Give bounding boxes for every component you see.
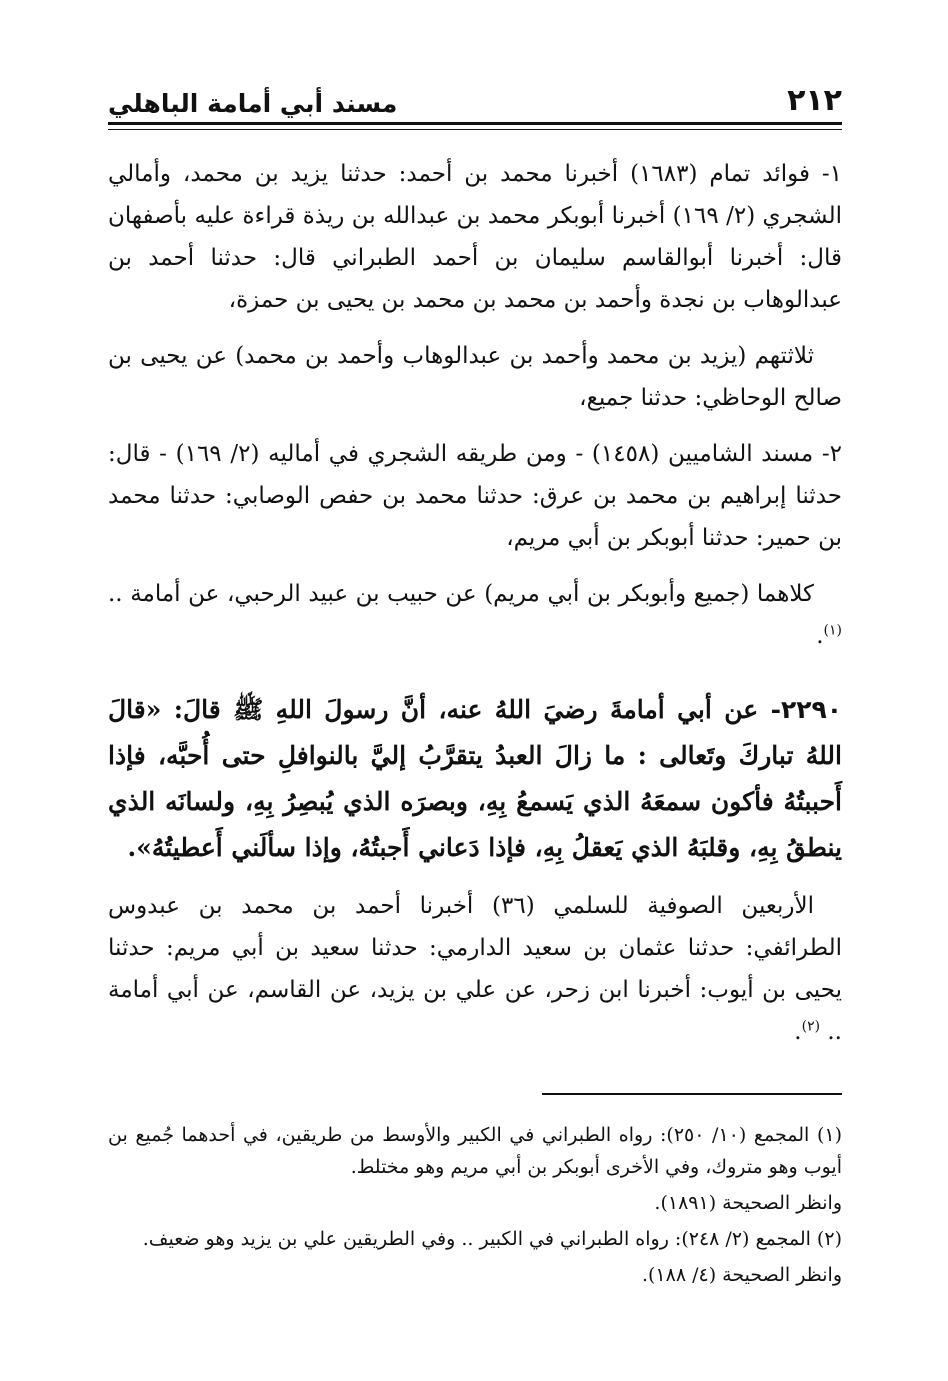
after-hadith-end: . <box>794 1019 802 1045</box>
after-hadith-paragraph <box>108 885 842 1053</box>
after-hadith-text: الأربعين الصوفية للسلمي (٣٦) أخبرنا أحمد بن محمد بن عبدوس الطرائفي: حدثنا عثمان بن سعيد الدارمي: حدثنا سعيد بن أبي مريم: حدثنا يحيى بن أيوب: أخبرنا ابن زحر، عن علي بن يزيد، عن القاسم، عن أبي أمامة .. <box>108 893 842 1045</box>
paragraph-4 <box>108 573 842 657</box>
footnote-2: (٢) المجمع (٢/ ٢٤٨): رواه الطبراني في الكبير .. وفي الطريقين علي بن يزيد وهو ضعيف. <box>142 1228 842 1250</box>
footnote-1: (١) المجمع (١٠/ ٢٥٠): رواه الطبراني في الكبير والأوسط من طريقين، في أحدهما جُميع بن أيوب وهو متروك، وفي الأخرى أبوبكر بن أبي مريم وهو مختلط. <box>108 1124 843 1178</box>
footnote-ref-2: (٢) <box>801 1018 821 1035</box>
footnotes <box>108 1119 842 1291</box>
book-page <box>108 72 842 1295</box>
footnote-2-see-also: وانظر الصحيحة (٤/ ١٨٨). <box>641 1264 842 1286</box>
footnote-ref-1: (١) <box>823 622 842 639</box>
paragraph-4-text: كلاهما (جميع وأبوبكر بن أبي مريم) عن حبيب بن عبيد الرحبي، عن أمامة .. <box>108 581 814 607</box>
hadith-text: - عن أبي أمامةَ رضيَ اللهُ عنه، أنَّ رسولَ اللهِ ﷺ قالَ: «قالَ اللهُ تباركَ وتَعالى : ما زالَ العبدُ يتقرَّبُ إليَّ بالنوافلِ حتى أُحبَّه، فإذا أَحببتُهُ فأكون سمعَهُ الذي يَسمعُ بِهِ، وبصرَه الذي يُبصِرُ بِهِ، ولسانَه الذي ينطقُ بِهِ، وقلبَهُ الذي يَعقلُ بِهِ، فإذا دَعاني أَجبتُهُ، وإذا سألَني أَعطيتُهُ». <box>108 695 842 862</box>
paragraph-2: ثلاثتهم (يزيد بن محمد وأحمد بن عبدالوهاب وأحمد بن محمد) عن يحيى بن صالح الوحاظي: حدثنا جميع، <box>108 343 842 411</box>
running-title: مسند أبي أمامة الباهلي <box>108 89 398 118</box>
footnote-1-see-also: وانظر الصحيحة (١٨٩١). <box>654 1192 842 1214</box>
hadith-number: ٢٢٩٠ <box>780 695 842 724</box>
paragraph-3: ٢- مسند الشاميين (١٤٥٨) - ومن طريقه الشجري في أماليه (٢/ ١٦٩) - قال: حدثنا إبراهيم بن محمد بن عرق: حدثنا محمد بن حفص الوصابي: حدثنا محمد بن حمير: حدثنا أبوبكر بن أبي مريم، <box>108 441 842 551</box>
paragraph-1: ١- فوائد تمام (١٦٨٣) أخبرنا محمد بن أحمد: حدثنا يزيد بن محمد، وأمالي الشجري (٢/ ١٦٩) أخبرنا أبوبكر محمد بن عبدالله بن ريذة قراءة عليه بأصفهان قال: أخبرنا أبوالقاسم سليمان بن أحمد الطبراني قال: حدثنا أحمد بن عبدالوهاب بن نجدة وأحمد بن محمد بن محمد بن يحيى بن حمزة، <box>108 161 843 313</box>
page-number: ٢١٢ <box>787 83 842 118</box>
footnote-divider <box>542 1093 842 1095</box>
hadith-paragraph <box>108 687 842 871</box>
main-text <box>108 153 842 1053</box>
paragraph-4-end: . <box>816 623 824 649</box>
page-header <box>108 72 842 125</box>
